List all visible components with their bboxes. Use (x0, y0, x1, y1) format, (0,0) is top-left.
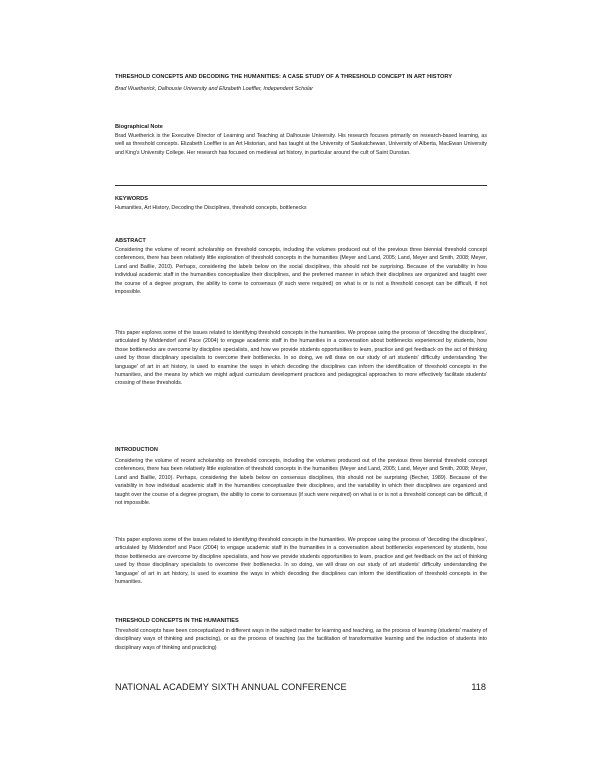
page-number: 118 (471, 682, 486, 692)
abstract-paragraph: Considering the volume of recent scholarship on threshold concepts, including the volumes produced out of the previous three biennial threshold concept conferences, there has been relatively little exploration of threshold concepts in the humanities (Meyer and Land, 2005; Land, Meyer and Smith, 2008; Meyer, Land and Baillie, 2010). Perhaps, considering the labels below on the social disciplines, this should not be surprising. Because of the variability in how individual academic staff in the humanities conceptualize their disciplines, and the preferred manner in which their disciplines are organized and taught over the course of a degree program, the ability to come to consensus (if such were required) on what is or is not a threshold concept can be difficult, if not impossible. (115, 247, 487, 296)
introduction-paragraph: Considering the volume of recent scholarship on threshold concepts, including the volumes produced out of the previous three biennial threshold concept conferences, there has been relatively little exploration of threshold concepts in the humanities (Meyer and Land, 2005; Land, Meyer and Smith, 2008; Meyer, Land and Baillie, 2010). Perhaps, considering the labels below on consensus disciplines, this should not be surprising (Becher, 1989). Because of the variability in how individual academic staff in the humanities conceptualize their disciplines, and the variability in which their disciplines are organized and taught over the course of a degree program, the ability to come to consensus (if such were required) on what is or is not a threshold concept can be difficult, if not impossible. (115, 458, 487, 507)
article-authors: Brad Wuetherick, Dalhousie University and Elizabeth Loeffler, Independent Scholar (115, 86, 314, 92)
section-divider (115, 185, 487, 186)
bio-text: Brad Wuetherick is the Executive Director of Learning and Teaching at Dalhousie University. His research focuses primarily on research-based learning, as well as threshold concepts. Elizabeth Loeffler is an Art Historian, and has taught at the University of Saskatchewan, University of Alberta, MacEwan University and King's University College. Her research has focused on medieval art history, in particular around the cult of Saint Dunstan. (115, 133, 487, 156)
introduction-paragraph: This paper explores some of the issues related to identifying threshold concepts in the humanities. We propose using the process of 'decoding the disciplines', articulated by Middendorf and Pace (2004) to engage academic staff in the humanities in a conversation about bottlenecks experienced by students, how those bottlenecks are overcome by discipline specialists, and how we provide students opportunities to learn, practice and get feedback on the act of thinking used by those disciplinary specialists to overcome their bottlenecks. In so doing, we will draw on our study of art students' difficulty understanding the 'language' of art in art history, is used to examine the ways in which decoding the disciplines can inform the identification of threshold concepts in the humanities. (115, 537, 487, 586)
abstract-paragraph: This paper explores some of the issues related to identifying threshold concepts in the humanities. We propose using the process of 'decoding the disciplines', articulated by Middendorf and Pace (2004) to engage academic staff in the humanities in a conversation about bottlenecks experienced by students, how those bottlenecks are overcome by discipline specialists, and how we provide students opportunities to learn, practice and get feedback on the act of thinking used by those disciplinary specialists to overcome their bottlenecks. In so doing, we will draw on our study of art students' difficulty understanding 'the language' of art in art history, is used to examine the ways in which decoding the disciplines can inform the identification of threshold concepts in the humanities, and the means by which we might adjust curriculum development practices and pedagogical approaches to more effectively facilitate students' crossing of these thresholds. (115, 330, 487, 387)
keywords-text: Humanities, Art History, Decoding the Disciplines, threshold concepts, bottlenecks (115, 205, 307, 211)
article-title: THRESHOLD CONCEPTS AND DECODING THE HUMANITIES: A CASE STUDY OF A THRESHOLD CONCEPT IN ART HISTORY (115, 74, 453, 80)
threshold-section-text: Threshold concepts have been conceptualized in different ways in the subject matter for learning and teaching, as the process of learning (students' mastery of disciplinary ways of thinking and practicing), or as the process of teaching (as the facilitation of transformative learning and the induction of students into disciplinary ways of thinking and practicing) (115, 628, 487, 651)
introduction-heading: INTRODUCTION (115, 447, 158, 453)
abstract-heading: ABSTRACT (115, 238, 146, 244)
bio-heading: Biographical Note (115, 124, 163, 130)
conference-footer: NATIONAL ACADEMY SIXTH ANNUAL CONFERENCE (115, 682, 347, 692)
keywords-heading: KEYWORDS (115, 196, 148, 202)
threshold-section-heading: THRESHOLD CONCEPTS IN THE HUMANITIES (115, 618, 239, 624)
